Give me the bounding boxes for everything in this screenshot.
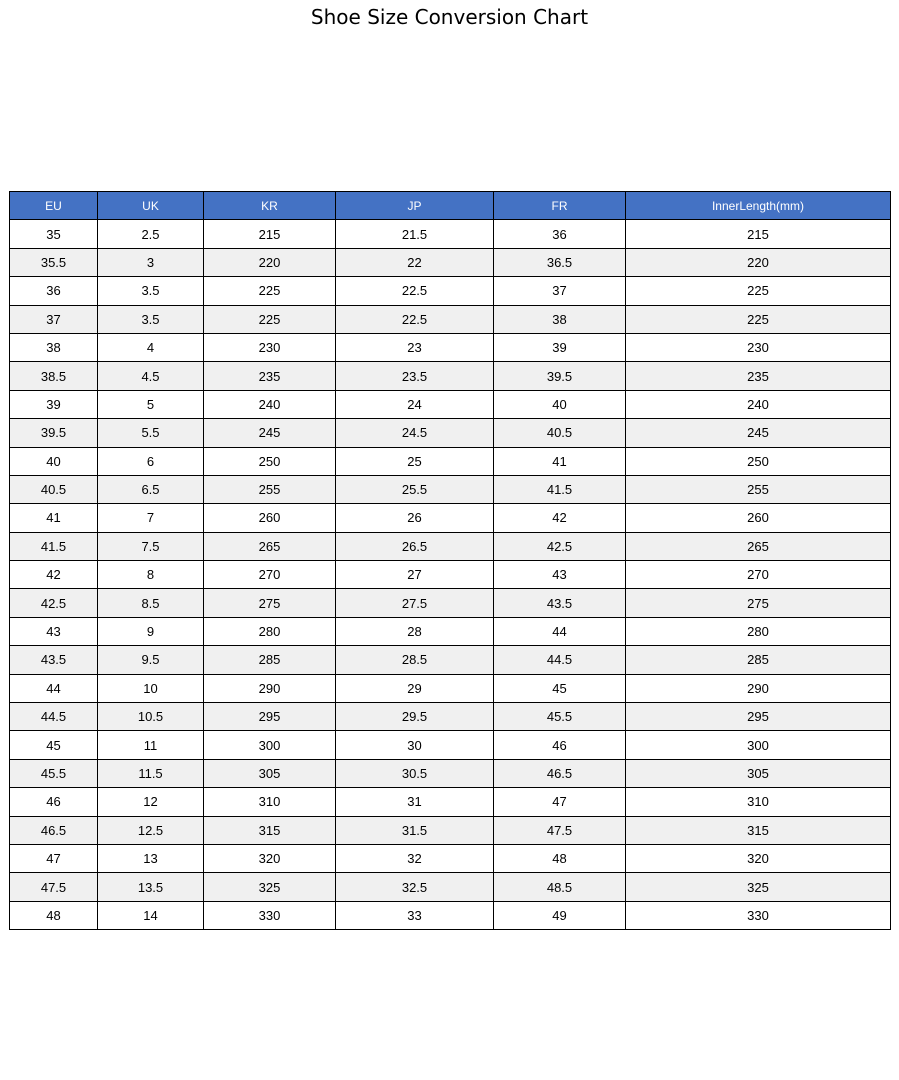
table-cell: 46.5 [494,759,626,787]
table-cell: 9 [98,617,204,645]
table-row [10,447,891,475]
table-cell: 310 [204,788,336,816]
table-cell: 3 [98,248,204,276]
table-cell: 6.5 [98,475,204,503]
table-cell: 4.5 [98,362,204,390]
table-cell: 43.5 [494,589,626,617]
table-cell: 44.5 [494,646,626,674]
table-cell: 27.5 [336,589,494,617]
table-cell: 36 [494,220,626,248]
table-cell: 47 [494,788,626,816]
table-cell: 225 [204,305,336,333]
table-cell: 46 [494,731,626,759]
table-cell: 41.5 [10,532,98,560]
table-cell: 30.5 [336,759,494,787]
table-cell: 25.5 [336,475,494,503]
table-row [10,674,891,702]
table-cell: 32 [336,844,494,872]
table-cell: 40.5 [10,475,98,503]
table-cell: 44 [494,617,626,645]
table-row [10,844,891,872]
table-cell: 5.5 [98,419,204,447]
table-cell: 47.5 [494,816,626,844]
table-cell: 7 [98,504,204,532]
table-cell: 47 [10,844,98,872]
table-cell: 6 [98,447,204,475]
table-cell: 22.5 [336,277,494,305]
table-cell: 25 [336,447,494,475]
table-cell: 270 [204,561,336,589]
table-cell: 265 [204,532,336,560]
table-cell: 39.5 [494,362,626,390]
table-cell: 225 [626,277,891,305]
table-cell: 305 [204,759,336,787]
table-cell: 37 [494,277,626,305]
table-cell: 48.5 [494,873,626,901]
table-cell: 45 [494,674,626,702]
table-cell: 29.5 [336,703,494,731]
table-cell: 4 [98,333,204,361]
table-cell: 41 [10,504,98,532]
table-cell: 11.5 [98,759,204,787]
table-cell: 38.5 [10,362,98,390]
table-cell: 245 [204,419,336,447]
table-cell: 275 [204,589,336,617]
table-row [10,759,891,787]
table-cell: 330 [626,901,891,929]
table-cell: 220 [204,248,336,276]
table-cell: 255 [204,475,336,503]
table-cell: 320 [204,844,336,872]
chart-title: Shoe Size Conversion Chart [310,5,589,29]
table-cell: 38 [494,305,626,333]
table-row [10,816,891,844]
table-cell: 280 [204,617,336,645]
table-row [10,220,891,248]
table-cell: 23 [336,333,494,361]
table-cell: 240 [626,390,891,418]
table-cell: 10 [98,674,204,702]
table-cell: 270 [626,561,891,589]
table-cell: 24 [336,390,494,418]
table-cell: 315 [204,816,336,844]
table-row [10,901,891,929]
table-cell: 39.5 [10,419,98,447]
table-cell: 46.5 [10,816,98,844]
table-cell: 29 [336,674,494,702]
table-cell: 265 [626,532,891,560]
table-cell: 33 [336,901,494,929]
table-cell: 41 [494,447,626,475]
table-cell: 8.5 [98,589,204,617]
table-cell: 36.5 [494,248,626,276]
table-cell: 5 [98,390,204,418]
table-row [10,617,891,645]
table-cell: 325 [626,873,891,901]
column-header: UK [98,192,204,220]
table-cell: 3.5 [98,277,204,305]
table-cell: 315 [626,816,891,844]
table-cell: 235 [204,362,336,390]
table-cell: 37 [10,305,98,333]
table-row [10,731,891,759]
table-cell: 255 [626,475,891,503]
table-cell: 43 [10,617,98,645]
table-cell: 260 [626,504,891,532]
table-row [10,390,891,418]
table-cell: 305 [626,759,891,787]
table-cell: 12 [98,788,204,816]
table-row [10,532,891,560]
table-body [10,220,891,930]
table-cell: 48 [10,901,98,929]
table-cell: 300 [204,731,336,759]
table-row [10,504,891,532]
column-header: EU [10,192,98,220]
column-header: FR [494,192,626,220]
table-cell: 32.5 [336,873,494,901]
table-cell: 45.5 [10,759,98,787]
table-cell: 9.5 [98,646,204,674]
table-row [10,646,891,674]
table-cell: 225 [204,277,336,305]
table-cell: 24.5 [336,419,494,447]
table-cell: 42.5 [494,532,626,560]
table-cell: 290 [626,674,891,702]
table-cell: 31 [336,788,494,816]
table-cell: 215 [626,220,891,248]
table-cell: 230 [626,333,891,361]
table-cell: 23.5 [336,362,494,390]
table-cell: 250 [626,447,891,475]
table-cell: 13 [98,844,204,872]
table-cell: 3.5 [98,305,204,333]
table-cell: 310 [626,788,891,816]
table-row [10,561,891,589]
table-cell: 285 [626,646,891,674]
table-cell: 49 [494,901,626,929]
table-cell: 43 [494,561,626,589]
table-cell: 2.5 [98,220,204,248]
table-cell: 45.5 [494,703,626,731]
table-row [10,419,891,447]
table-cell: 30 [336,731,494,759]
table-cell: 260 [204,504,336,532]
table-cell: 230 [204,333,336,361]
table-row [10,873,891,901]
table-row [10,248,891,276]
table-cell: 42 [494,504,626,532]
column-header: JP [336,192,494,220]
table-cell: 46 [10,788,98,816]
table-cell: 235 [626,362,891,390]
column-header: InnerLength(mm) [626,192,891,220]
table-cell: 12.5 [98,816,204,844]
table-cell: 275 [626,589,891,617]
table-cell: 28 [336,617,494,645]
table-row [10,305,891,333]
table-row [10,333,891,361]
table-cell: 40 [494,390,626,418]
table-row [10,589,891,617]
table-cell: 44.5 [10,703,98,731]
table-cell: 330 [204,901,336,929]
table-row [10,362,891,390]
table-cell: 325 [204,873,336,901]
table-cell: 28.5 [336,646,494,674]
table-cell: 35 [10,220,98,248]
table-cell: 300 [626,731,891,759]
table-cell: 250 [204,447,336,475]
table-cell: 27 [336,561,494,589]
table-cell: 10.5 [98,703,204,731]
table-cell: 225 [626,305,891,333]
table-cell: 280 [626,617,891,645]
table-cell: 13.5 [98,873,204,901]
table-cell: 8 [98,561,204,589]
table-cell: 42.5 [10,589,98,617]
table-row [10,475,891,503]
table-cell: 26.5 [336,532,494,560]
table-cell: 22 [336,248,494,276]
table-cell: 35.5 [10,248,98,276]
table-cell: 48 [494,844,626,872]
table-cell: 7.5 [98,532,204,560]
table-cell: 21.5 [336,220,494,248]
table-cell: 31.5 [336,816,494,844]
table-cell: 36 [10,277,98,305]
table-cell: 43.5 [10,646,98,674]
table-cell: 295 [626,703,891,731]
table-cell: 40.5 [494,419,626,447]
table-cell: 11 [98,731,204,759]
table-cell: 42 [10,561,98,589]
column-header: KR [204,192,336,220]
table-cell: 38 [10,333,98,361]
table-header-row [10,192,891,220]
table-cell: 290 [204,674,336,702]
table-cell: 14 [98,901,204,929]
table-cell: 26 [336,504,494,532]
table-cell: 285 [204,646,336,674]
table-cell: 320 [626,844,891,872]
table-cell: 41.5 [494,475,626,503]
table-cell: 245 [626,419,891,447]
table-cell: 215 [204,220,336,248]
table-cell: 240 [204,390,336,418]
table-cell: 47.5 [10,873,98,901]
table-cell: 295 [204,703,336,731]
table-cell: 220 [626,248,891,276]
table-cell: 44 [10,674,98,702]
table-row [10,277,891,305]
table-row [10,703,891,731]
table-cell: 45 [10,731,98,759]
table-cell: 22.5 [336,305,494,333]
size-conversion-table [9,191,891,930]
table-row [10,788,891,816]
table-cell: 39 [10,390,98,418]
table-cell: 39 [494,333,626,361]
table-cell: 40 [10,447,98,475]
